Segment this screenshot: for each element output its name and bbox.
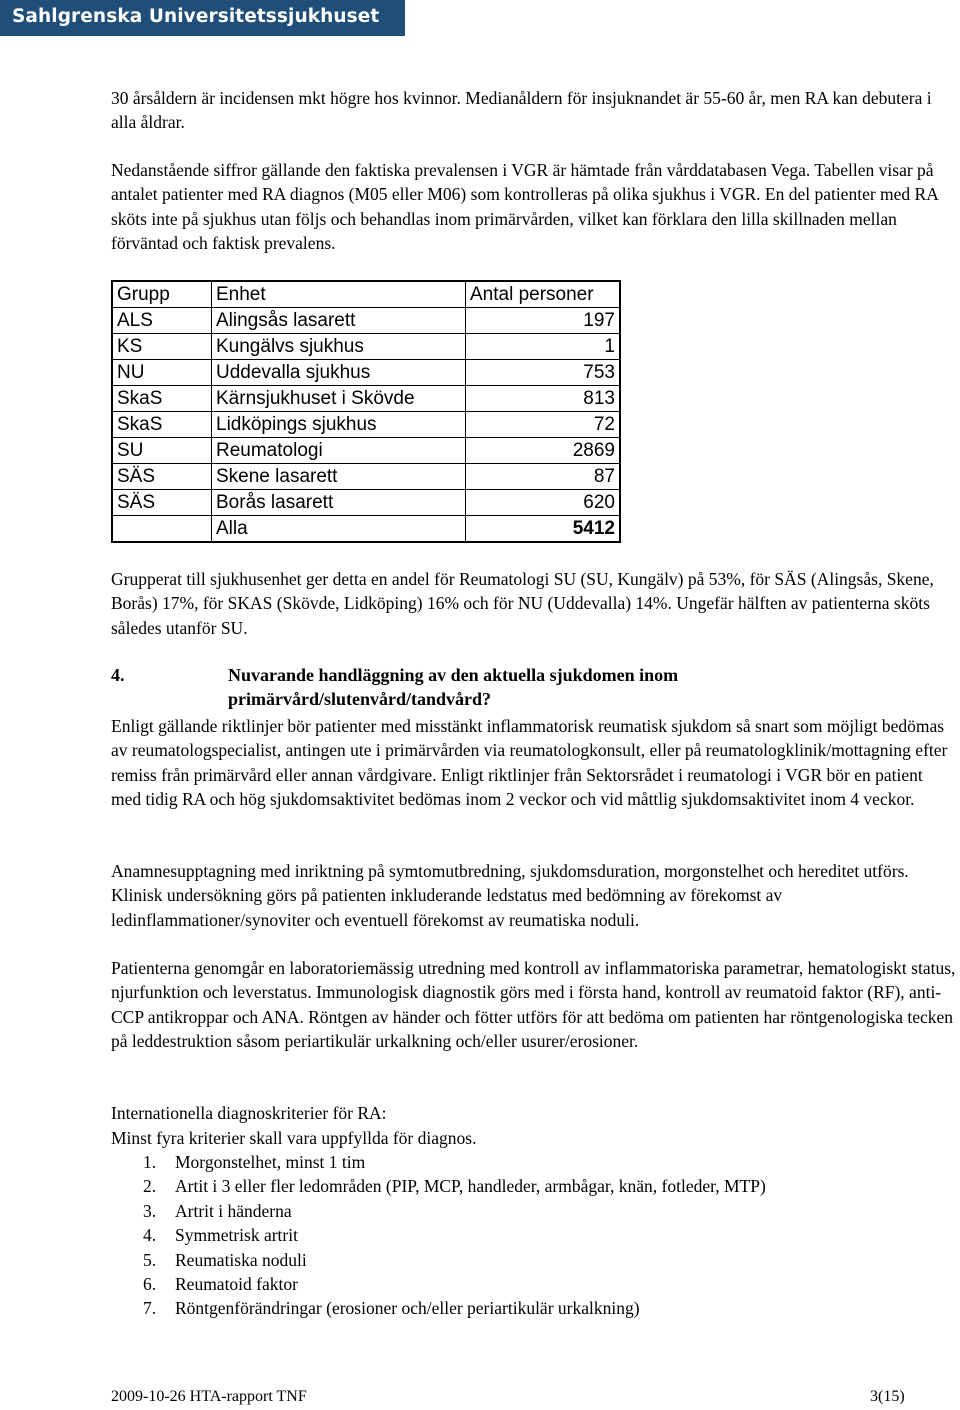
- table-cell-group: ALS: [112, 308, 212, 334]
- table-cell-unit: Kärnsjukhuset i Skövde: [212, 386, 466, 412]
- list-item-number: 1.: [143, 1152, 157, 1172]
- list-item: [111, 1296, 766, 1320]
- paragraph-anamnesis: Anamnesupptagning med inriktning på symtomutbredning, sjukdomsduration, morgonstelhet och hereditet utförs. Klinisk undersökning görs på patienten inkluderande ledstatus med bedömning av förekomst av ledinflammationer/synoviter och eventuell förekomst av reumatiska noduli.: [111, 861, 909, 930]
- table-row: [112, 386, 620, 412]
- list-item-text: Reumatoid faktor: [175, 1274, 298, 1295]
- paragraph-incidence: 30 årsåldern är incidensen mkt högre hos kvinnor. Medianåldern för insjuknandet är 55-60 år, men RA kan debutera i alla åldrar.: [111, 88, 932, 133]
- footer-report-info: 2009-10-26 HTA-rapport TNF: [111, 1388, 307, 1405]
- table-header-cell: Grupp: [112, 281, 212, 308]
- list-item-number: 7.: [143, 1298, 157, 1319]
- header-bar: [0, 0, 405, 36]
- table-cell-count: 813: [466, 386, 621, 412]
- table-cell-empty: [112, 516, 212, 543]
- table-header-cell: Antal personer: [466, 281, 621, 308]
- table-row: [112, 490, 620, 516]
- table-cell-count: 197: [466, 308, 621, 334]
- criteria-intro: Minst fyra kriterier skall vara uppfyllda för diagnos.: [111, 1128, 477, 1148]
- table-total-label: Alla: [212, 516, 466, 543]
- table-cell-group: SÄS: [112, 464, 212, 490]
- paragraph-grouping: Grupperat till sjukhusenhet ger detta en andel för Reumatologi SU (SU, Kungälv) på 53%, för SÄS (Alingsås, Skene, Borås) 17%, för SKAS (Skövde, Lidköping) 16% och för NU (Uddevalla) 14%. Ungefär hälften av patienterna sköts således utanför SU.: [111, 569, 934, 638]
- list-item-number: 5.: [143, 1249, 157, 1270]
- list-item-text: Artrit i händerna: [175, 1200, 292, 1221]
- list-item: [111, 1223, 766, 1247]
- list-item-text: Röntgenförändringar (erosioner och/eller periartikulär urkalkning): [175, 1298, 640, 1319]
- table-header-cell: Enhet: [212, 281, 466, 308]
- criteria-list: [111, 1150, 766, 1321]
- section-number: 4.: [111, 665, 125, 685]
- list-item: [111, 1272, 766, 1296]
- paragraph-laboratory: Patienterna genomgår en laboratoriemässig utredning med kontroll av inflammatoriska parametrar, hematologiskt status, njurfunktion och leverstatus. Immunologisk diagnostik görs med i första hand, kontroll av reumatoid faktor (RF), anti-CCP antikroppar och ANA. Röntgen av händer och fötter utförs för att bedöma om patienten har röntgenologiska tecken på leddestruktion såsom periartikulär urkalkning och/eller usurer/erosioner.: [111, 958, 956, 1052]
- table-cell-group: SÄS: [112, 490, 212, 516]
- table-cell-group: SU: [112, 438, 212, 464]
- table-row: [112, 464, 620, 490]
- criteria-heading: Internationella diagnoskriterier för RA:: [111, 1103, 387, 1123]
- section-heading: Nuvarande handläggning av den aktuella sjukdomen inom primärvård/slutenvård/tandvård?: [228, 665, 679, 710]
- list-item-number: 6.: [143, 1274, 157, 1295]
- list-item: [111, 1199, 766, 1223]
- table-cell-count: 87: [466, 464, 621, 490]
- list-item: [111, 1174, 766, 1198]
- list-item-text: Symmetrisk artrit: [175, 1225, 298, 1246]
- list-item: [111, 1150, 766, 1174]
- table-header-row: [112, 281, 620, 308]
- table-cell-unit: Lidköpings sjukhus: [212, 412, 466, 438]
- paragraph-guidelines: Enligt gällande riktlinjer bör patienter med misstänkt inflammatorisk reumatisk sjukdom så snart som möjligt bedömas av reumatologspecialist, antingen ute i primärvården via reumatologkonsult, eller på reumatologklinik/mottagning efter remiss från primärvård eller annan vårdgivare. Enligt riktlinjer från Sektorsrådet i reumatologi i VGR bör en patient med tidig RA och hög sjukdomsaktivitet bedömas inom 2 veckor och vid måttlig sjukdomsaktivitet inom 4 veckor.: [111, 716, 948, 810]
- table-cell-count: 2869: [466, 438, 621, 464]
- table-total-row: [112, 516, 620, 543]
- list-item-number: 2.: [143, 1176, 157, 1197]
- table-cell-count: 753: [466, 360, 621, 386]
- table-total-count: 5412: [466, 516, 621, 543]
- list-item-text: Morgonstelhet, minst 1 tim: [175, 1152, 366, 1172]
- prevalence-table: [111, 280, 621, 543]
- table-cell-unit: Reumatologi: [212, 438, 466, 464]
- header-title: Sahlgrenska Universitetssjukhuset: [12, 6, 380, 27]
- table-cell-count: 72: [466, 412, 621, 438]
- table-cell-group: KS: [112, 334, 212, 360]
- list-item-text: Reumatiska noduli: [175, 1249, 307, 1270]
- list-item-number: 3.: [143, 1200, 157, 1221]
- table-cell-count: 620: [466, 490, 621, 516]
- table-row: [112, 308, 620, 334]
- table-cell-unit: Skene lasarett: [212, 464, 466, 490]
- table-row: [112, 360, 620, 386]
- table-row: [112, 334, 620, 360]
- table-cell-unit: Borås lasarett: [212, 490, 466, 516]
- list-item-number: 4.: [143, 1225, 157, 1246]
- list-item: [111, 1248, 766, 1272]
- list-item-text: Artit i 3 eller fler ledområden (PIP, MCP, handleder, armbågar, knän, fotleder, MTP): [175, 1176, 766, 1197]
- table-cell-unit: Alingsås lasarett: [212, 308, 466, 334]
- table-cell-count: 1: [466, 334, 621, 360]
- table-cell-group: SkaS: [112, 386, 212, 412]
- table-cell-group: SkaS: [112, 412, 212, 438]
- table-cell-group: NU: [112, 360, 212, 386]
- table-cell-unit: Kungälvs sjukhus: [212, 334, 466, 360]
- footer-page-number: 3(15): [870, 1388, 905, 1405]
- table-row: [112, 412, 620, 438]
- paragraph-prevalence: Nedanstående siffror gällande den faktiska prevalensen i VGR är hämtade från vårddatabasen Vega. Tabellen visar på antalet patienter med RA diagnos (M05 eller M06) som kontrolleras på olika sjukhus i VGR. En del patienter med RA sköts inte på sjukhus utan följs och behandlas inom primärvården, vilket kan förklara den lilla skillnaden mellan förväntad och faktisk prevalens.: [111, 160, 938, 254]
- table-row: [112, 438, 620, 464]
- table-cell-unit: Uddevalla sjukhus: [212, 360, 466, 386]
